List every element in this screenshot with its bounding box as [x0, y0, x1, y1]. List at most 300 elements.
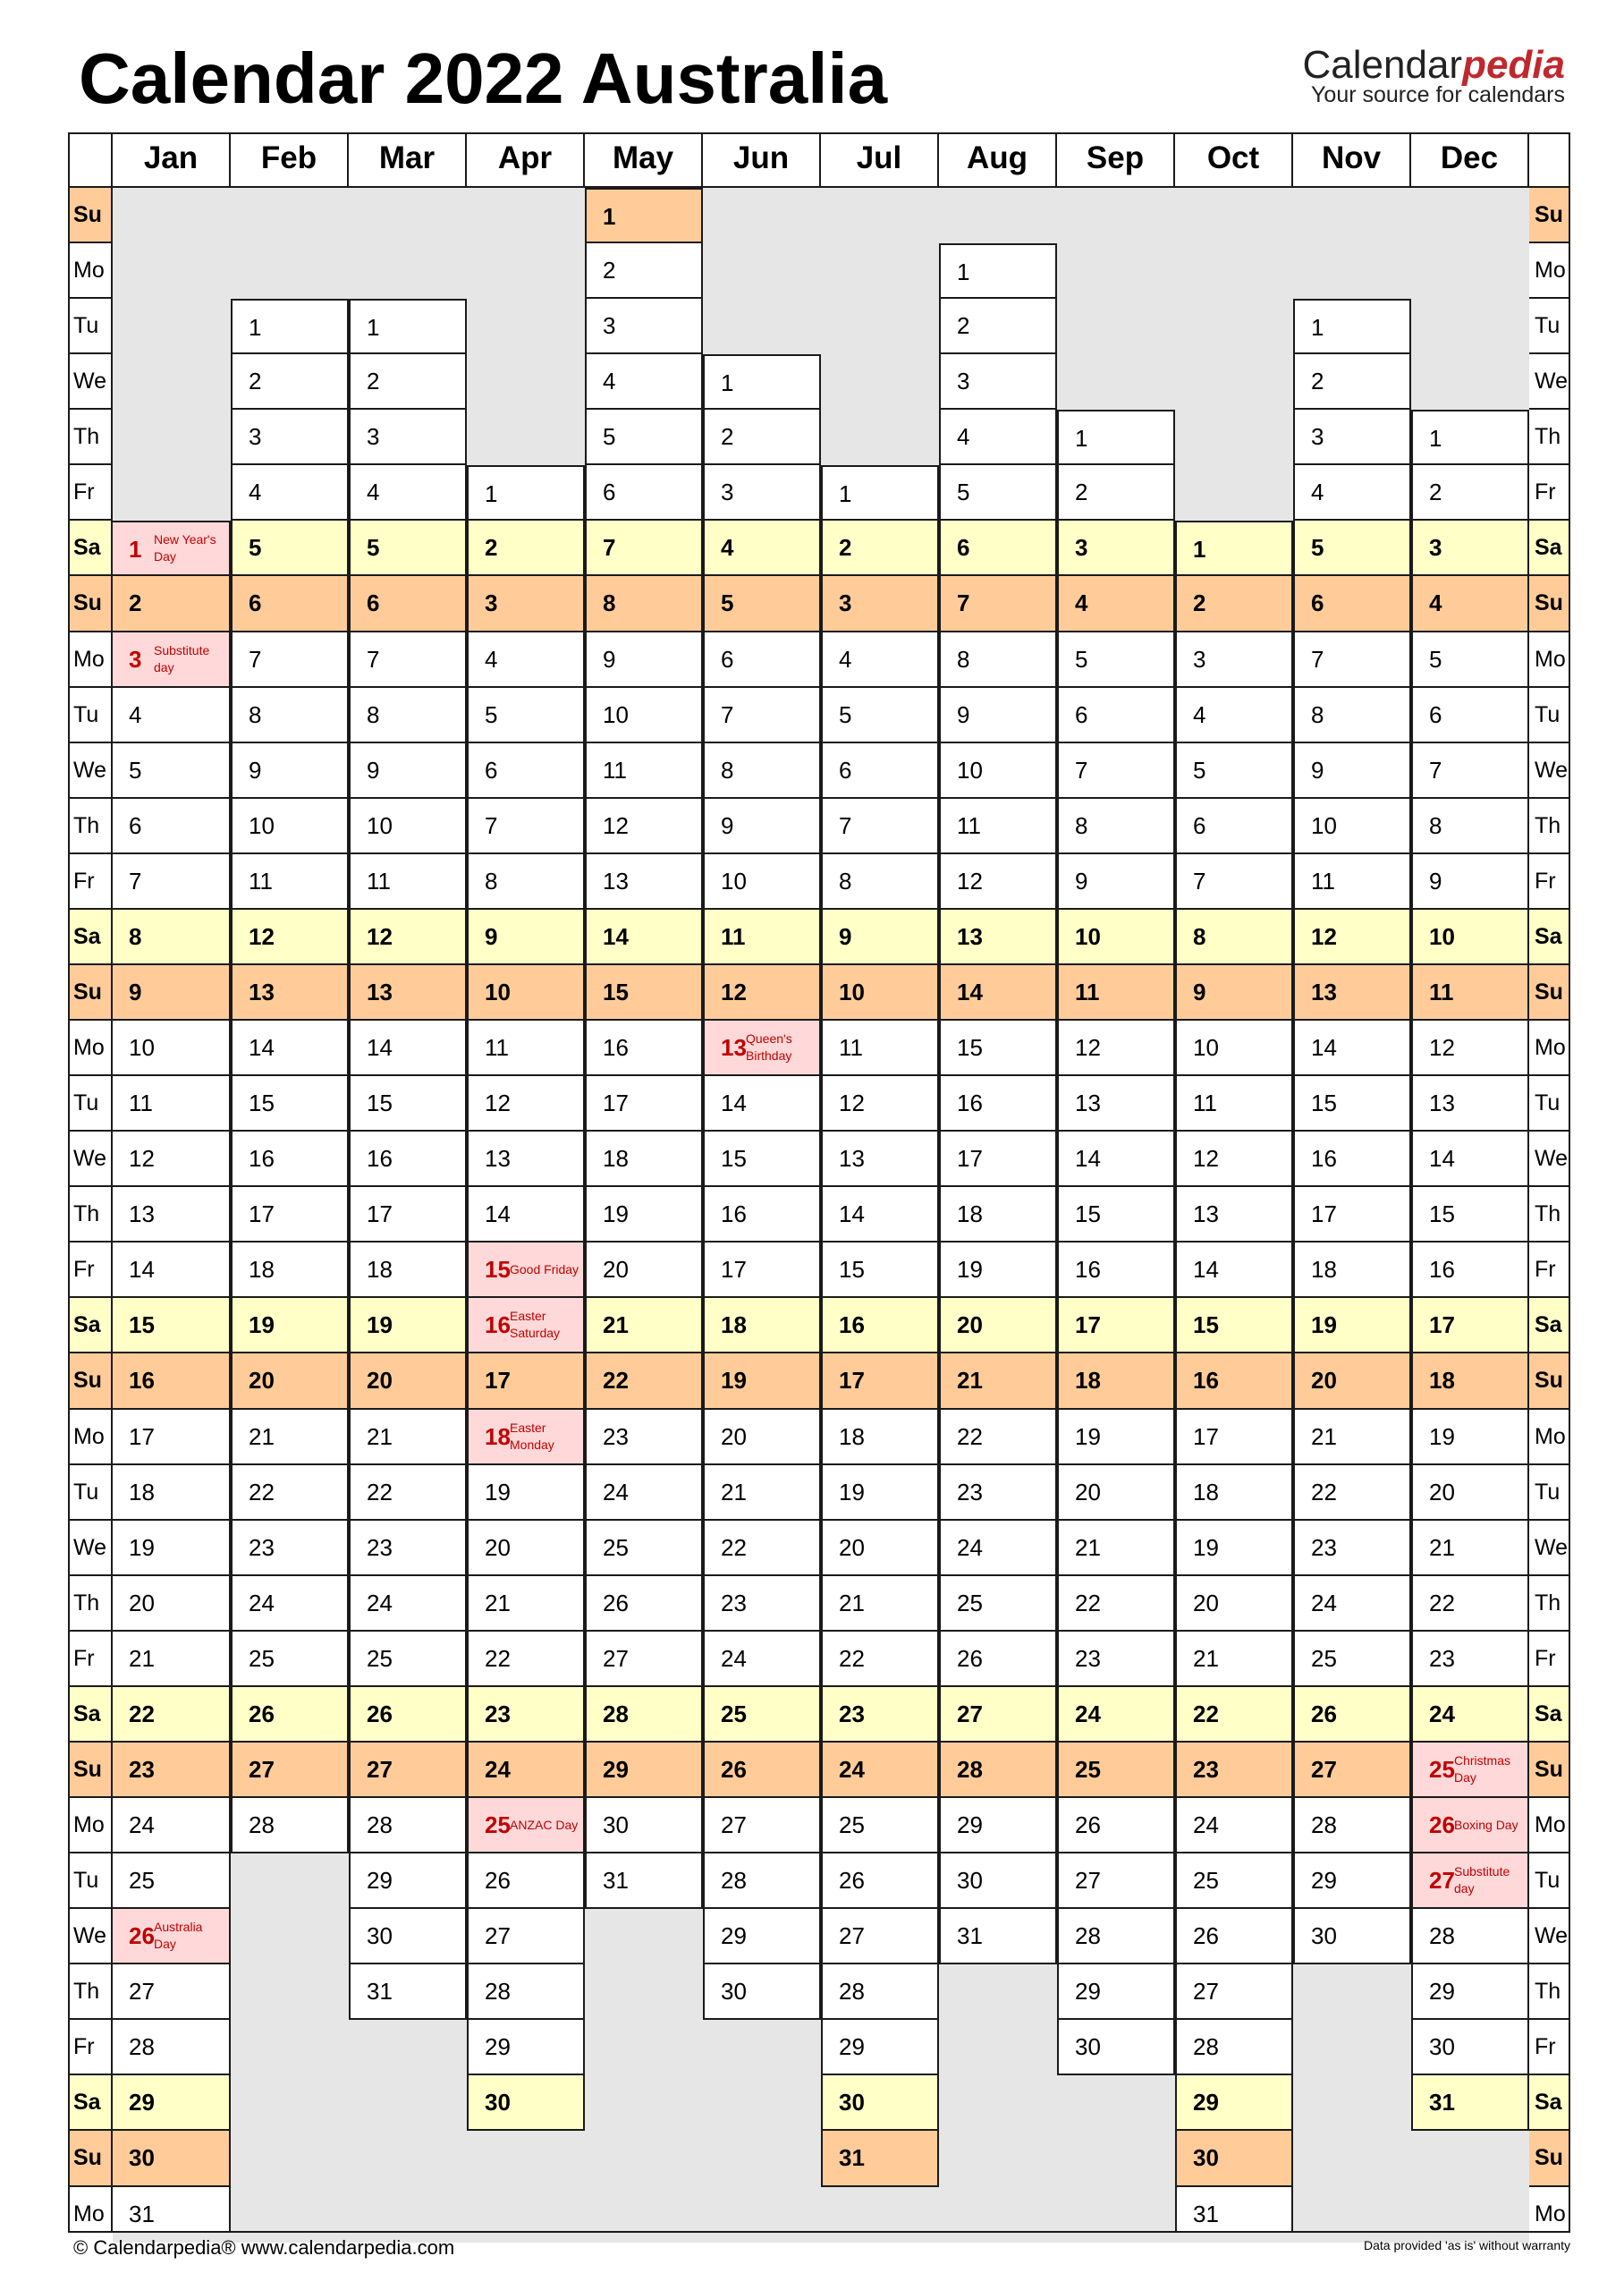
day-cell[interactable]	[1057, 965, 1175, 1021]
day-cell[interactable]	[349, 1964, 467, 2020]
day-cell[interactable]	[1411, 1909, 1529, 1964]
day-cell[interactable]	[1411, 2075, 1529, 2131]
day-cell[interactable]	[231, 410, 349, 465]
day-cell[interactable]	[1175, 1298, 1293, 1353]
day-cell[interactable]	[113, 1853, 231, 1909]
day-cell[interactable]	[939, 1743, 1057, 1798]
day-cell[interactable]	[1175, 1187, 1293, 1243]
day-cell[interactable]	[231, 1576, 349, 1632]
day-cell[interactable]	[467, 1521, 585, 1576]
day-cell[interactable]	[231, 1298, 349, 1353]
day-cell[interactable]	[113, 910, 231, 965]
day-cell[interactable]	[1411, 688, 1529, 743]
day-cell[interactable]	[349, 354, 467, 410]
day-cell[interactable]	[939, 1632, 1057, 1687]
day-cell[interactable]	[113, 1521, 231, 1576]
day-cell[interactable]	[1175, 521, 1293, 576]
day-cell[interactable]	[821, 1909, 939, 1964]
day-cell[interactable]	[113, 1576, 231, 1632]
day-cell[interactable]	[1175, 965, 1293, 1021]
day-cell[interactable]	[1411, 576, 1529, 632]
day-cell[interactable]	[349, 1576, 467, 1632]
day-cell[interactable]	[939, 299, 1057, 354]
day-cell[interactable]	[939, 799, 1057, 854]
day-cell[interactable]	[1175, 2020, 1293, 2075]
day-cell[interactable]	[1175, 1243, 1293, 1298]
day-cell[interactable]	[467, 1632, 585, 1687]
day-cell[interactable]	[467, 465, 585, 521]
day-cell[interactable]	[821, 1687, 939, 1743]
day-cell[interactable]	[1293, 688, 1411, 743]
day-cell[interactable]	[1411, 743, 1529, 799]
day-cell[interactable]	[113, 1187, 231, 1243]
day-cell[interactable]	[1175, 632, 1293, 688]
holiday-cell[interactable]	[113, 521, 231, 576]
day-cell[interactable]	[821, 1132, 939, 1187]
day-cell[interactable]	[113, 1964, 231, 2020]
day-cell[interactable]	[1411, 410, 1529, 465]
day-cell[interactable]	[231, 854, 349, 910]
day-cell[interactable]	[703, 1410, 821, 1465]
day-cell[interactable]	[1411, 632, 1529, 688]
day-cell[interactable]	[585, 576, 703, 632]
day-cell[interactable]	[1175, 1798, 1293, 1853]
day-cell[interactable]	[1057, 1853, 1175, 1909]
day-cell[interactable]	[1175, 1743, 1293, 1798]
day-cell[interactable]	[1057, 1687, 1175, 1743]
day-cell[interactable]	[585, 688, 703, 743]
day-cell[interactable]	[703, 1132, 821, 1187]
day-cell[interactable]	[231, 1132, 349, 1187]
day-cell[interactable]	[1293, 465, 1411, 521]
day-cell[interactable]	[231, 1021, 349, 1076]
day-cell[interactable]	[821, 465, 939, 521]
day-cell[interactable]	[939, 1909, 1057, 1964]
day-cell[interactable]	[821, 2131, 939, 2186]
day-cell[interactable]	[113, 688, 231, 743]
day-cell[interactable]	[1411, 1187, 1529, 1243]
day-cell[interactable]	[585, 1410, 703, 1465]
day-cell[interactable]	[1411, 1687, 1529, 1743]
day-cell[interactable]	[585, 410, 703, 465]
day-cell[interactable]	[939, 1021, 1057, 1076]
day-cell[interactable]	[1175, 1353, 1293, 1409]
day-cell[interactable]	[113, 1632, 231, 1687]
day-cell[interactable]	[821, 1632, 939, 1687]
day-cell[interactable]	[703, 1632, 821, 1687]
day-cell[interactable]	[1057, 521, 1175, 576]
day-cell[interactable]	[1057, 910, 1175, 965]
day-cell[interactable]	[821, 632, 939, 688]
day-cell[interactable]	[939, 1298, 1057, 1353]
day-cell[interactable]	[349, 410, 467, 465]
day-cell[interactable]	[467, 1353, 585, 1409]
day-cell[interactable]	[939, 1798, 1057, 1853]
day-cell[interactable]	[349, 743, 467, 799]
day-cell[interactable]	[1175, 2075, 1293, 2131]
day-cell[interactable]	[1293, 1576, 1411, 1632]
day-cell[interactable]	[821, 521, 939, 576]
day-cell[interactable]	[703, 965, 821, 1021]
holiday-cell[interactable]	[467, 1798, 585, 1853]
day-cell[interactable]	[113, 2131, 231, 2186]
day-cell[interactable]	[1411, 965, 1529, 1021]
day-cell[interactable]	[821, 2020, 939, 2075]
day-cell[interactable]	[939, 465, 1057, 521]
day-cell[interactable]	[231, 354, 349, 410]
brand-logo[interactable]	[1303, 43, 1565, 88]
day-cell[interactable]	[1057, 743, 1175, 799]
day-cell[interactable]	[113, 1410, 231, 1465]
day-cell[interactable]	[821, 1243, 939, 1298]
day-cell[interactable]	[939, 521, 1057, 576]
holiday-cell[interactable]	[1411, 1743, 1529, 1798]
holiday-cell[interactable]	[113, 632, 231, 688]
day-cell[interactable]	[1411, 910, 1529, 965]
day-cell[interactable]	[939, 354, 1057, 410]
day-cell[interactable]	[821, 1353, 939, 1409]
day-cell[interactable]	[939, 1187, 1057, 1243]
day-cell[interactable]	[703, 1298, 821, 1353]
day-cell[interactable]	[1175, 688, 1293, 743]
day-cell[interactable]	[703, 1964, 821, 2020]
day-cell[interactable]	[1175, 2187, 1293, 2233]
day-cell[interactable]	[1175, 1132, 1293, 1187]
holiday-cell[interactable]	[467, 1298, 585, 1353]
day-cell[interactable]	[1175, 743, 1293, 799]
day-cell[interactable]	[1293, 1132, 1411, 1187]
day-cell[interactable]	[585, 1743, 703, 1798]
day-cell[interactable]	[1411, 854, 1529, 910]
day-cell[interactable]	[467, 1021, 585, 1076]
day-cell[interactable]	[585, 1187, 703, 1243]
day-cell[interactable]	[585, 1465, 703, 1521]
day-cell[interactable]	[939, 1521, 1057, 1576]
day-cell[interactable]	[1175, 1465, 1293, 1521]
day-cell[interactable]	[703, 1798, 821, 1853]
day-cell[interactable]	[231, 1076, 349, 1132]
day-cell[interactable]	[821, 688, 939, 743]
day-cell[interactable]	[231, 632, 349, 688]
day-cell[interactable]	[1293, 576, 1411, 632]
day-cell[interactable]	[1057, 1132, 1175, 1187]
day-cell[interactable]	[467, 1964, 585, 2020]
day-cell[interactable]	[113, 1021, 231, 1076]
day-cell[interactable]	[585, 1076, 703, 1132]
day-cell[interactable]	[821, 1964, 939, 2020]
day-cell[interactable]	[939, 576, 1057, 632]
day-cell[interactable]	[1057, 1410, 1175, 1465]
day-cell[interactable]	[467, 521, 585, 576]
day-cell[interactable]	[231, 1187, 349, 1243]
day-cell[interactable]	[1411, 1632, 1529, 1687]
day-cell[interactable]	[703, 1187, 821, 1243]
holiday-cell[interactable]	[113, 1909, 231, 1964]
day-cell[interactable]	[113, 576, 231, 632]
day-cell[interactable]	[1293, 1521, 1411, 1576]
day-cell[interactable]	[939, 1853, 1057, 1909]
day-cell[interactable]	[231, 576, 349, 632]
day-cell[interactable]	[349, 576, 467, 632]
day-cell[interactable]	[821, 743, 939, 799]
day-cell[interactable]	[1293, 1353, 1411, 1409]
day-cell[interactable]	[1293, 1909, 1411, 1964]
day-cell[interactable]	[349, 965, 467, 1021]
day-cell[interactable]	[585, 243, 703, 299]
day-cell[interactable]	[467, 743, 585, 799]
day-cell[interactable]	[939, 854, 1057, 910]
day-cell[interactable]	[585, 1132, 703, 1187]
day-cell[interactable]	[939, 1576, 1057, 1632]
day-cell[interactable]	[1175, 854, 1293, 910]
day-cell[interactable]	[1293, 1743, 1411, 1798]
day-cell[interactable]	[821, 854, 939, 910]
day-cell[interactable]	[1293, 1187, 1411, 1243]
day-cell[interactable]	[349, 854, 467, 910]
day-cell[interactable]	[1057, 799, 1175, 854]
day-cell[interactable]	[113, 1465, 231, 1521]
day-cell[interactable]	[349, 799, 467, 854]
day-cell[interactable]	[1411, 1410, 1529, 1465]
day-cell[interactable]	[1293, 1687, 1411, 1743]
day-cell[interactable]	[1293, 1298, 1411, 1353]
day-cell[interactable]	[1411, 799, 1529, 854]
day-cell[interactable]	[349, 1076, 467, 1132]
day-cell[interactable]	[1175, 1021, 1293, 1076]
day-cell[interactable]	[821, 1798, 939, 1853]
day-cell[interactable]	[585, 465, 703, 521]
day-cell[interactable]	[231, 521, 349, 576]
day-cell[interactable]	[585, 1853, 703, 1909]
day-cell[interactable]	[1057, 1521, 1175, 1576]
day-cell[interactable]	[939, 243, 1057, 299]
day-cell[interactable]	[349, 688, 467, 743]
day-cell[interactable]	[1175, 799, 1293, 854]
day-cell[interactable]	[349, 1743, 467, 1798]
day-cell[interactable]	[939, 910, 1057, 965]
day-cell[interactable]	[231, 1632, 349, 1687]
day-cell[interactable]	[467, 799, 585, 854]
day-cell[interactable]	[1293, 1632, 1411, 1687]
day-cell[interactable]	[1175, 1076, 1293, 1132]
day-cell[interactable]	[1057, 1798, 1175, 1853]
day-cell[interactable]	[1293, 854, 1411, 910]
day-cell[interactable]	[349, 299, 467, 354]
day-cell[interactable]	[703, 1687, 821, 1743]
day-cell[interactable]	[585, 1243, 703, 1298]
day-cell[interactable]	[821, 1465, 939, 1521]
day-cell[interactable]	[585, 1298, 703, 1353]
day-cell[interactable]	[467, 1853, 585, 1909]
day-cell[interactable]	[821, 1187, 939, 1243]
day-cell[interactable]	[113, 965, 231, 1021]
day-cell[interactable]	[1293, 743, 1411, 799]
day-cell[interactable]	[1411, 1521, 1529, 1576]
day-cell[interactable]	[349, 1021, 467, 1076]
day-cell[interactable]	[703, 1853, 821, 1909]
day-cell[interactable]	[1057, 1243, 1175, 1298]
day-cell[interactable]	[349, 1465, 467, 1521]
day-cell[interactable]	[1057, 688, 1175, 743]
day-cell[interactable]	[113, 2075, 231, 2131]
day-cell[interactable]	[1175, 1687, 1293, 1743]
day-cell[interactable]	[113, 1243, 231, 1298]
day-cell[interactable]	[703, 743, 821, 799]
day-cell[interactable]	[467, 688, 585, 743]
day-cell[interactable]	[349, 1353, 467, 1409]
day-cell[interactable]	[703, 576, 821, 632]
day-cell[interactable]	[113, 1076, 231, 1132]
day-cell[interactable]	[349, 1521, 467, 1576]
holiday-cell[interactable]	[703, 1021, 821, 1076]
day-cell[interactable]	[1411, 1465, 1529, 1521]
day-cell[interactable]	[1411, 1298, 1529, 1353]
day-cell[interactable]	[1411, 1353, 1529, 1409]
day-cell[interactable]	[1411, 2020, 1529, 2075]
day-cell[interactable]	[349, 1798, 467, 1853]
holiday-cell[interactable]	[1411, 1798, 1529, 1853]
day-cell[interactable]	[821, 1021, 939, 1076]
day-cell[interactable]	[939, 743, 1057, 799]
day-cell[interactable]	[1293, 410, 1411, 465]
day-cell[interactable]	[1057, 1909, 1175, 1964]
day-cell[interactable]	[1411, 521, 1529, 576]
day-cell[interactable]	[1057, 1076, 1175, 1132]
day-cell[interactable]	[703, 354, 821, 410]
day-cell[interactable]	[349, 632, 467, 688]
day-cell[interactable]	[467, 2020, 585, 2075]
holiday-cell[interactable]	[1411, 1853, 1529, 1909]
day-cell[interactable]	[703, 410, 821, 465]
day-cell[interactable]	[1175, 1964, 1293, 2020]
day-cell[interactable]	[703, 854, 821, 910]
day-cell[interactable]	[231, 1521, 349, 1576]
day-cell[interactable]	[467, 1576, 585, 1632]
day-cell[interactable]	[113, 1298, 231, 1353]
day-cell[interactable]	[1175, 1853, 1293, 1909]
day-cell[interactable]	[939, 1465, 1057, 1521]
day-cell[interactable]	[1175, 1410, 1293, 1465]
day-cell[interactable]	[231, 688, 349, 743]
day-cell[interactable]	[1293, 910, 1411, 965]
day-cell[interactable]	[467, 576, 585, 632]
day-cell[interactable]	[1411, 1576, 1529, 1632]
day-cell[interactable]	[467, 2075, 585, 2131]
day-cell[interactable]	[585, 299, 703, 354]
day-cell[interactable]	[231, 1687, 349, 1743]
day-cell[interactable]	[231, 299, 349, 354]
day-cell[interactable]	[585, 743, 703, 799]
day-cell[interactable]	[939, 965, 1057, 1021]
day-cell[interactable]	[1175, 1909, 1293, 1964]
day-cell[interactable]	[703, 1353, 821, 1409]
day-cell[interactable]	[467, 1076, 585, 1132]
day-cell[interactable]	[1293, 632, 1411, 688]
day-cell[interactable]	[939, 688, 1057, 743]
day-cell[interactable]	[1057, 632, 1175, 688]
day-cell[interactable]	[821, 1298, 939, 1353]
day-cell[interactable]	[231, 799, 349, 854]
day-cell[interactable]	[821, 1743, 939, 1798]
day-cell[interactable]	[703, 521, 821, 576]
day-cell[interactable]	[585, 1632, 703, 1687]
day-cell[interactable]	[821, 576, 939, 632]
day-cell[interactable]	[113, 2020, 231, 2075]
day-cell[interactable]	[467, 1743, 585, 1798]
day-cell[interactable]	[113, 1687, 231, 1743]
day-cell[interactable]	[113, 2187, 231, 2233]
day-cell[interactable]	[467, 1465, 585, 1521]
day-cell[interactable]	[1293, 1243, 1411, 1298]
day-cell[interactable]	[1057, 576, 1175, 632]
day-cell[interactable]	[231, 1798, 349, 1853]
day-cell[interactable]	[467, 1909, 585, 1964]
day-cell[interactable]	[585, 1353, 703, 1409]
day-cell[interactable]	[585, 1687, 703, 1743]
day-cell[interactable]	[703, 1521, 821, 1576]
day-cell[interactable]	[467, 910, 585, 965]
day-cell[interactable]	[1411, 1964, 1529, 2020]
day-cell[interactable]	[703, 1576, 821, 1632]
day-cell[interactable]	[1411, 1076, 1529, 1132]
day-cell[interactable]	[821, 1410, 939, 1465]
day-cell[interactable]	[703, 688, 821, 743]
day-cell[interactable]	[1057, 1187, 1175, 1243]
day-cell[interactable]	[1057, 1465, 1175, 1521]
day-cell[interactable]	[939, 410, 1057, 465]
day-cell[interactable]	[349, 1909, 467, 1964]
day-cell[interactable]	[1057, 1632, 1175, 1687]
day-cell[interactable]	[113, 1132, 231, 1187]
day-cell[interactable]	[939, 1353, 1057, 1409]
day-cell[interactable]	[703, 799, 821, 854]
day-cell[interactable]	[231, 1353, 349, 1409]
day-cell[interactable]	[113, 1353, 231, 1409]
day-cell[interactable]	[1411, 1132, 1529, 1187]
day-cell[interactable]	[585, 965, 703, 1021]
day-cell[interactable]	[703, 1076, 821, 1132]
holiday-cell[interactable]	[467, 1243, 585, 1298]
day-cell[interactable]	[585, 854, 703, 910]
day-cell[interactable]	[1293, 1076, 1411, 1132]
day-cell[interactable]	[467, 965, 585, 1021]
day-cell[interactable]	[1411, 465, 1529, 521]
day-cell[interactable]	[939, 632, 1057, 688]
day-cell[interactable]	[231, 1465, 349, 1521]
day-cell[interactable]	[703, 1243, 821, 1298]
day-cell[interactable]	[703, 1909, 821, 1964]
day-cell[interactable]	[1293, 799, 1411, 854]
day-cell[interactable]	[349, 1298, 467, 1353]
day-cell[interactable]	[231, 1743, 349, 1798]
day-cell[interactable]	[1293, 521, 1411, 576]
day-cell[interactable]	[1057, 1298, 1175, 1353]
day-cell[interactable]	[1057, 1021, 1175, 1076]
day-cell[interactable]	[231, 910, 349, 965]
day-cell[interactable]	[349, 1632, 467, 1687]
day-cell[interactable]	[585, 1521, 703, 1576]
day-cell[interactable]	[1057, 1576, 1175, 1632]
day-cell[interactable]	[1293, 1021, 1411, 1076]
day-cell[interactable]	[1057, 1353, 1175, 1409]
day-cell[interactable]	[1411, 1243, 1529, 1298]
day-cell[interactable]	[349, 1687, 467, 1743]
day-cell[interactable]	[231, 1243, 349, 1298]
day-cell[interactable]	[467, 1687, 585, 1743]
day-cell[interactable]	[585, 1021, 703, 1076]
day-cell[interactable]	[821, 799, 939, 854]
day-cell[interactable]	[1293, 1465, 1411, 1521]
